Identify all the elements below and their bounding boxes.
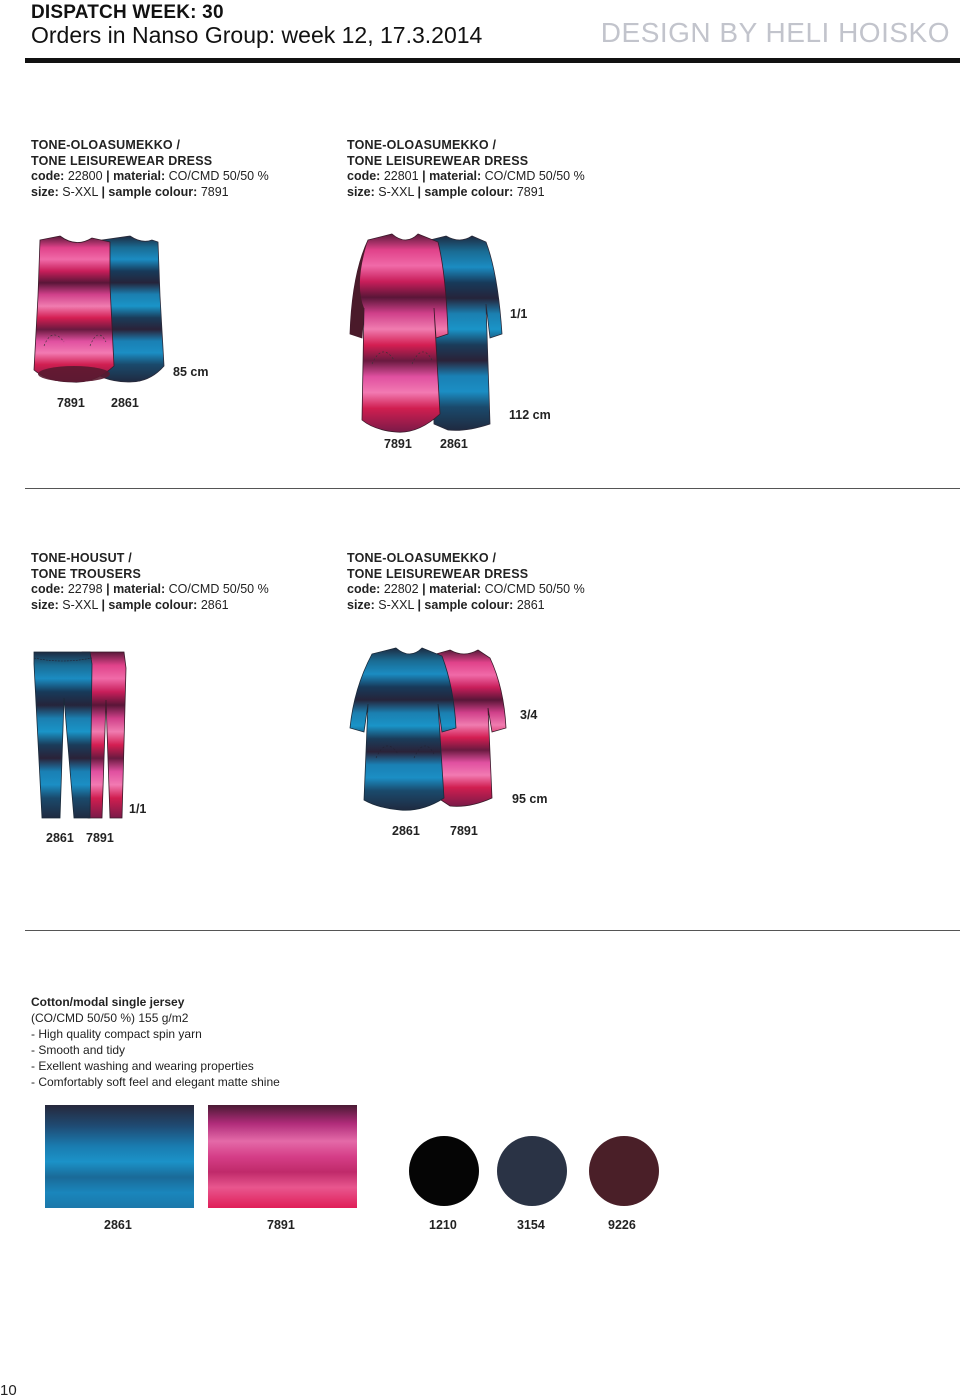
product-name-line2: TONE TROUSERS	[31, 566, 142, 581]
product-name-line1: TONE-OLOASUMEKKO /	[31, 138, 181, 152]
product-info-22800	[31, 138, 269, 200]
fabric-feature: - Comfortably soft feel and elegant matte shine	[31, 1075, 280, 1089]
product-size-sample: size: S-XXL | sample colour: 7891	[347, 184, 545, 199]
orders-subtitle: Orders in Nanso Group: week 12, 17.3.2014	[31, 22, 483, 48]
sleeve-length-label: 3/4	[520, 708, 538, 722]
product-code-material: code: 22802 | material: CO/CMD 50/50 %	[347, 582, 585, 596]
product-size-sample: size: S-XXL | sample colour: 2861	[31, 597, 229, 612]
colour-label-2861: 2861	[392, 824, 420, 838]
product-info-22801	[347, 138, 585, 200]
product-code-material: code: 22801 | material: CO/CMD 50/50 %	[347, 169, 585, 183]
section-divider	[25, 930, 960, 931]
sleeveless-dress-illustration	[30, 236, 170, 386]
trousers-illustration	[32, 650, 132, 822]
product-name-line2: TONE LEISUREWEAR DRESS	[347, 153, 529, 168]
product-name-line2: TONE LEISUREWEAR DRESS	[31, 153, 213, 168]
product-name-line1: TONE-OLOASUMEKKO /	[347, 551, 497, 565]
swatch-9226	[589, 1136, 659, 1206]
swatch-label-7891: 7891	[267, 1218, 295, 1232]
fabric-title: Cotton/modal single jersey	[31, 995, 185, 1009]
colour-label-2861: 2861	[440, 437, 468, 451]
section-divider	[25, 488, 960, 489]
swatch-label-2861: 2861	[104, 1218, 132, 1232]
swatch-label-3154: 3154	[517, 1218, 545, 1232]
fabric-feature: - Exellent washing and wearing properties	[31, 1059, 254, 1073]
dress-length-label: 112 cm	[509, 408, 551, 422]
colour-label-2861: 2861	[46, 831, 74, 845]
product-name-line2: TONE LEISUREWEAR DRESS	[347, 566, 529, 581]
sleeve-length-label: 1/1	[510, 307, 528, 321]
product-code-material: code: 22800 | material: CO/CMD 50/50 %	[31, 169, 269, 183]
colour-label-7891: 7891	[86, 831, 114, 845]
product-info-22802	[347, 551, 585, 613]
swatch-2861	[45, 1105, 194, 1208]
colour-label-7891: 7891	[57, 396, 85, 410]
product-code-material: code: 22798 | material: CO/CMD 50/50 %	[31, 582, 269, 596]
long-sleeve-dress-illustration	[348, 234, 508, 434]
product-info-22798	[31, 551, 269, 613]
product-size-sample: size: S-XXL | sample colour: 2861	[347, 597, 545, 612]
swatch-3154	[497, 1136, 567, 1206]
product-name-line1: TONE-OLOASUMEKKO /	[347, 138, 497, 152]
swatch-1210	[409, 1136, 479, 1206]
leg-length-label: 1/1	[129, 802, 147, 816]
colour-label-7891: 7891	[450, 824, 478, 838]
fabric-feature: - Smooth and tidy	[31, 1043, 126, 1057]
swatch-label-9226: 9226	[608, 1218, 636, 1232]
designer-credit: DESIGN BY HELI HOISKO	[600, 17, 950, 48]
three-quarter-sleeve-dress-illustration	[350, 648, 510, 812]
dispatch-week-title: DISPATCH WEEK: 30	[31, 2, 224, 23]
fabric-description	[31, 994, 280, 1090]
fabric-composition: (CO/CMD 50/50 %) 155 g/m2	[31, 1011, 189, 1025]
swatch-7891	[208, 1105, 357, 1208]
page-number: 10	[0, 1382, 17, 1399]
fabric-feature: - High quality compact spin yarn	[31, 1027, 202, 1041]
dress-length-label: 95 cm	[512, 792, 548, 806]
product-name-line1: TONE-HOUSUT /	[31, 551, 132, 565]
product-size-sample: size: S-XXL | sample colour: 7891	[31, 184, 229, 199]
dress-length-label: 85 cm	[173, 365, 209, 379]
colour-label-7891: 7891	[384, 437, 412, 451]
swatch-label-1210: 1210	[429, 1218, 457, 1232]
header-rule	[25, 58, 960, 63]
colour-label-2861: 2861	[111, 396, 139, 410]
